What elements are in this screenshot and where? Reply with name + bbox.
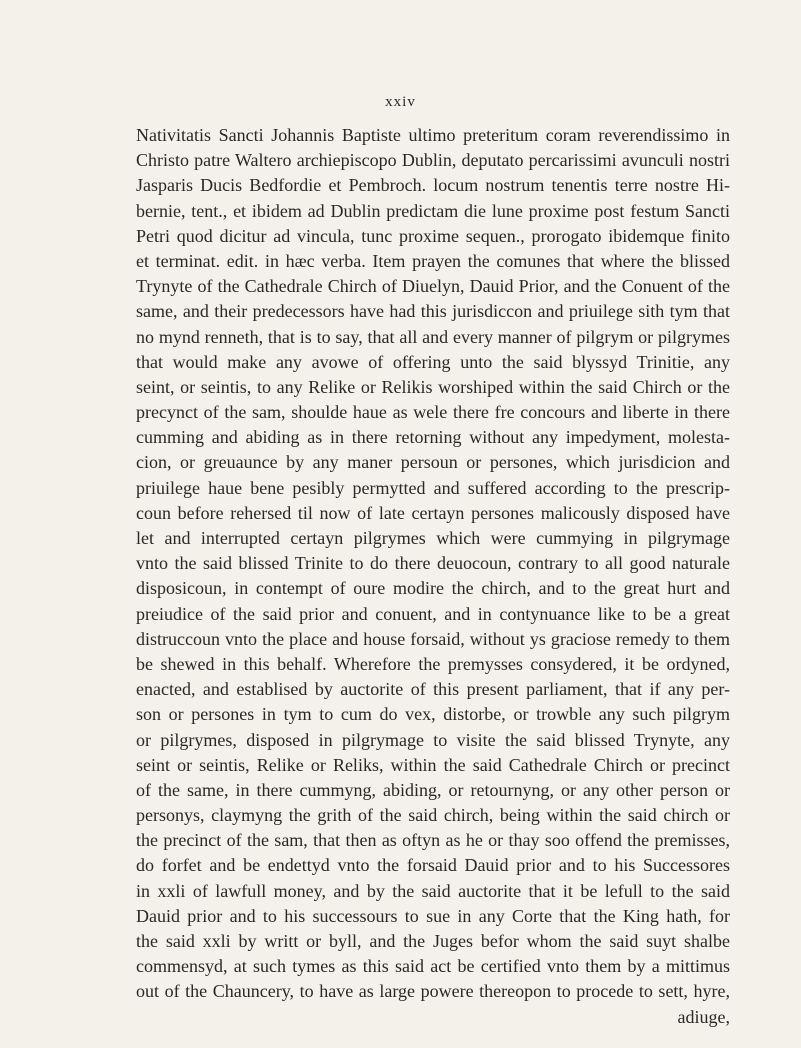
text-line: Petri quod dicitur ad vincula, tunc proxime sequen., prorogato ibidemque finito [136, 225, 730, 246]
page-number: xxiv [385, 94, 416, 110]
text-line: Jasparis Ducis Bedfordie et Pembroch. locum nostrum tenentis terre nostre Hi- [136, 175, 730, 196]
text-line: in xxli of lawfull money, and by the said auctorite that it be lefull to the said [136, 880, 730, 901]
text-line: same, and their predecessors have had this jurisdiccon and priuilege sith tym that [136, 301, 730, 322]
text-line: disposicoun, in contempt of oure modire the chirch, and to the great hurt and [136, 578, 730, 599]
text-line: son or persones in tym to cum do vex, distorbe, or trowble any such pilgrym [136, 704, 730, 725]
body-text [136, 123, 730, 1030]
text-line: bernie, tent., et ibidem ad Dublin predictam die lune proxime post festum Sancti [136, 200, 730, 221]
text-line: priuilege haue bene pesibly permytted and suffered according to the prescrip- [136, 477, 730, 498]
text-line: personys, claymyng the grith of the said chirch, being within the said chirch or [136, 805, 730, 826]
text-line: adiuge, [677, 1006, 730, 1027]
text-line: do forfet and be endettyd vnto the forsaid Dauid prior and to his Successores [136, 855, 730, 876]
text-line: of the same, in there cummyng, abiding, or retournyng, or any other person or [136, 779, 730, 800]
text-line: cumming and abiding as in there retorning without any impedyment, molesta- [136, 427, 730, 448]
text-line: seint or seintis, Relike or Reliks, within the said Cathedrale Chirch or precinct [136, 754, 730, 775]
text-line: enacted, and establised by auctorite of this present parliament, that if any per- [136, 679, 730, 700]
text-line: preiudice of the said prior and conuent, and in contynuance like to be a great [136, 603, 730, 624]
text-line: et terminat. edit. in hæc verba. Item prayen the comunes that where the blissed [136, 250, 730, 271]
text-line: precynct of the sam, shoulde haue as wele there fre concours and liberte in there [136, 402, 730, 423]
text-line: distruccoun vnto the place and house forsaid, without ys graciose remedy to them [136, 628, 730, 649]
text-line: commensyd, at such tymes as this said act be certified vnto them by a mittimus [136, 956, 730, 977]
text-line: cion, or greuaunce by any maner persoun or persones, which jurisdicion and [136, 452, 730, 473]
text-line: coun before rehersed til now of late certayn persones malicously disposed have [136, 502, 730, 523]
text-line: let and interrupted certayn pilgrymes which were cummying in pilgrymage [136, 528, 730, 548]
text-line: the said xxli by writt or byll, and the Juges befor whom the said suyt shalbe [136, 931, 730, 951]
text-line: Trynyte of the Cathedrale Chirch of Diuelyn, Dauid Prior, and the Conuent of the [136, 276, 730, 297]
text-line: Christo patre Waltero archiepiscopo Dublin, deputato percarissimi avunculi nostri [136, 150, 730, 171]
text-line: Dauid prior and to his successours to sue in any Corte that the King hath, for [136, 905, 730, 926]
text-line: the precinct of the sam, that then as oftyn as he or thay soo offend the premisses, [136, 830, 730, 851]
text-line: no mynd renneth, that is to say, that all and every manner of pilgrym or pilgrymes [136, 326, 730, 347]
text-line: out of the Chauncery, to have as large powere thereopon to procede to sett, hyre, [136, 981, 730, 1002]
text-line: that would make any avowe of offering unto the said blyssyd Trinitie, any [136, 351, 730, 372]
text-line: or pilgrymes, disposed in pilgrymage to visite the said blissed Trynyte, any [136, 729, 730, 750]
text-line: seint, or seintis, to any Relike or Relikis worshiped within the said Chirch or the [136, 376, 730, 397]
text-line: vnto the said blissed Trinite to do there deuocoun, contrary to all good naturale [136, 553, 730, 574]
text-line: be shewed in this behalf. Wherefore the premysses consydered, it be ordyned, [136, 653, 730, 674]
text-line: Nativitatis Sancti Johannis Baptiste ultimo preteritum coram reverendissimo in [136, 125, 730, 145]
